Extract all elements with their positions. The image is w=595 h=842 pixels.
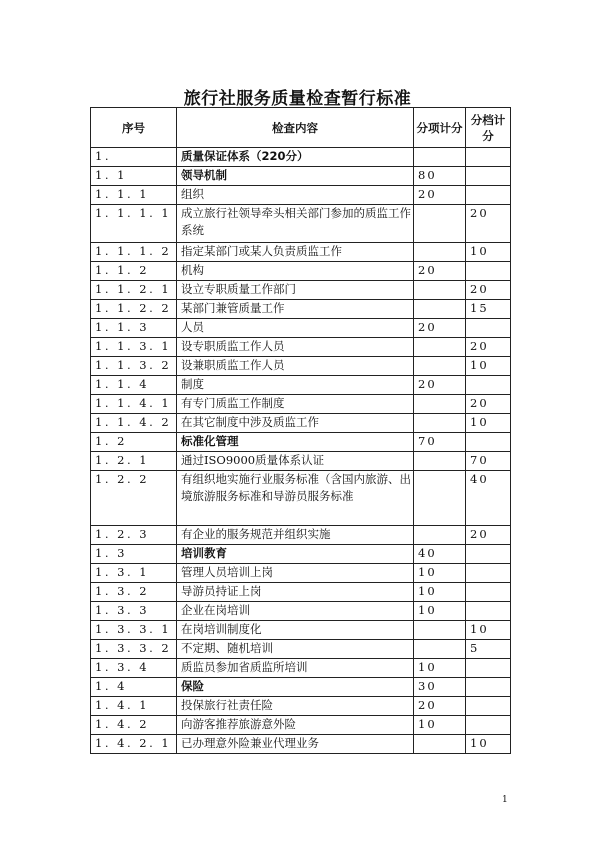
row-content: 成立旅行社领导牵头相关部门参加的质监工作系统 [177,205,414,243]
row-item-score: 30 [414,678,466,697]
row-grade-score [466,319,511,338]
table-row [91,338,511,357]
row-number: 1. [91,148,177,167]
row-item-score: 80 [414,167,466,186]
row-number: 1. 1. 4 [91,376,177,395]
row-content: 质监员参加省质监所培训 [177,659,414,678]
row-number: 1. 1. 1. 1 [91,205,177,243]
row-grade-score: 20 [466,205,511,243]
row-item-score [414,640,466,659]
row-item-score [414,735,466,754]
row-grade-score: 15 [466,300,511,319]
row-content: 人员 [177,319,414,338]
inspection-standards-table [90,107,511,754]
document-title: 旅行社服务质量检查暂行标准 [183,89,412,109]
table-row [91,471,511,526]
table-row [91,376,511,395]
row-number: 1. 2. 1 [91,452,177,471]
row-number: 1. 2 [91,433,177,452]
table-row [91,262,511,281]
table-row [91,452,511,471]
table-row [91,167,511,186]
row-content: 导游员持证上岗 [177,583,414,602]
row-content: 在其它制度中涉及质监工作 [177,414,414,433]
row-item-score [414,526,466,545]
row-number: 1. 3. 2 [91,583,177,602]
row-grade-score: 10 [466,414,511,433]
row-content: 已办理意外险兼业代理业务 [177,735,414,754]
row-content: 有组织地实施行业服务标准（含国内旅游、出境旅游服务标准和导游员服务标准 [177,471,414,526]
header-grade-score: 分档计分 [466,108,511,148]
row-grade-score [466,564,511,583]
row-content: 质量保证体系（220分） [177,148,414,167]
row-number: 1. 1 [91,167,177,186]
row-number: 1. 1. 3. 2 [91,357,177,376]
table-row [91,564,511,583]
row-grade-score: 10 [466,621,511,640]
row-number: 1. 2. 3 [91,526,177,545]
row-grade-score: 70 [466,452,511,471]
row-item-score: 20 [414,186,466,205]
row-item-score: 10 [414,716,466,735]
row-number: 1. 1. 4. 1 [91,395,177,414]
row-item-score: 10 [414,583,466,602]
row-grade-score [466,678,511,697]
row-item-score [414,471,466,526]
row-grade-score: 20 [466,338,511,357]
row-content: 组织 [177,186,414,205]
row-item-score: 20 [414,262,466,281]
table-row [91,357,511,376]
row-item-score: 20 [414,376,466,395]
row-item-score [414,414,466,433]
table-row [91,205,511,243]
row-content: 通过ISO9000质量体系认证 [177,452,414,471]
row-grade-score: 20 [466,281,511,300]
row-content: 标准化管理 [177,433,414,452]
row-content: 在岗培训制度化 [177,621,414,640]
row-grade-score [466,602,511,621]
row-grade-score [466,716,511,735]
row-grade-score [466,433,511,452]
row-grade-score [466,583,511,602]
row-item-score: 20 [414,319,466,338]
row-item-score: 10 [414,602,466,621]
row-grade-score [466,545,511,564]
table-row [91,640,511,659]
row-content: 向游客推荐旅游意外险 [177,716,414,735]
table-row [91,319,511,338]
row-number: 1. 3. 1 [91,564,177,583]
row-content: 有专门质监工作制度 [177,395,414,414]
row-content: 指定某部门或某人负责质监工作 [177,243,414,262]
row-item-score: 10 [414,564,466,583]
table-row [91,602,511,621]
table-row [91,678,511,697]
row-number: 1. 1. 2. 1 [91,281,177,300]
table-row [91,716,511,735]
row-grade-score: 40 [466,471,511,526]
row-item-score: 10 [414,659,466,678]
header-item-score: 分项计分 [414,108,466,148]
row-item-score [414,281,466,300]
row-number: 1. 3. 4 [91,659,177,678]
row-item-score [414,452,466,471]
row-grade-score: 10 [466,735,511,754]
row-item-score [414,357,466,376]
row-number: 1. 1. 4. 2 [91,414,177,433]
row-number: 1. 1. 1 [91,186,177,205]
row-content: 机构 [177,262,414,281]
header-content: 检查内容 [177,108,414,148]
table-row [91,526,511,545]
row-content: 培训教育 [177,545,414,564]
header-no: 序号 [91,108,177,148]
row-content: 有企业的服务规范并组织实施 [177,526,414,545]
row-grade-score: 20 [466,526,511,545]
table-row [91,186,511,205]
row-number: 1. 3. 3. 2 [91,640,177,659]
row-number: 1. 1. 2 [91,262,177,281]
row-grade-score [466,148,511,167]
table-row [91,243,511,262]
row-number: 1. 1. 2. 2 [91,300,177,319]
row-grade-score: 10 [466,357,511,376]
table-row [91,281,511,300]
page-number: 1 [502,795,508,805]
row-content: 保险 [177,678,414,697]
row-grade-score [466,376,511,395]
row-item-score [414,395,466,414]
row-content: 设立专职质量工作部门 [177,281,414,300]
row-number: 1. 4. 1 [91,697,177,716]
row-content: 不定期、随机培训 [177,640,414,659]
row-content: 投保旅行社责任险 [177,697,414,716]
table-row [91,300,511,319]
row-number: 1. 2. 2 [91,471,177,526]
row-item-score [414,205,466,243]
row-grade-score [466,262,511,281]
table-row [91,735,511,754]
table-row [91,433,511,452]
row-item-score [414,300,466,319]
row-grade-score [466,186,511,205]
row-grade-score: 20 [466,395,511,414]
row-content: 领导机制 [177,167,414,186]
row-number: 1. 4. 2. 1 [91,735,177,754]
row-content: 设兼职质监工作人员 [177,357,414,376]
table-row [91,545,511,564]
row-item-score: 70 [414,433,466,452]
row-grade-score: 5 [466,640,511,659]
table-row [91,583,511,602]
row-grade-score [466,167,511,186]
table-row [91,621,511,640]
row-content: 设专职质监工作人员 [177,338,414,357]
table-header-row [91,108,511,148]
row-item-score: 20 [414,697,466,716]
row-number: 1. 1. 1. 2 [91,243,177,262]
row-number: 1. 4 [91,678,177,697]
row-item-score [414,621,466,640]
row-item-score [414,148,466,167]
row-grade-score [466,659,511,678]
table-row [91,659,511,678]
row-grade-score: 10 [466,243,511,262]
row-grade-score [466,697,511,716]
table-row [91,414,511,433]
row-number: 1. 3. 3 [91,602,177,621]
row-content: 企业在岗培训 [177,602,414,621]
table-body [91,148,511,754]
table-row [91,395,511,414]
row-number: 1. 3. 3. 1 [91,621,177,640]
row-content: 某部门兼管质量工作 [177,300,414,319]
row-number: 1. 1. 3. 1 [91,338,177,357]
row-content: 制度 [177,376,414,395]
table-row [91,148,511,167]
row-number: 1. 3 [91,545,177,564]
row-item-score [414,338,466,357]
row-number: 1. 4. 2 [91,716,177,735]
row-content: 管理人员培训上岗 [177,564,414,583]
table-row [91,697,511,716]
row-item-score: 40 [414,545,466,564]
row-number: 1. 1. 3 [91,319,177,338]
row-item-score [414,243,466,262]
